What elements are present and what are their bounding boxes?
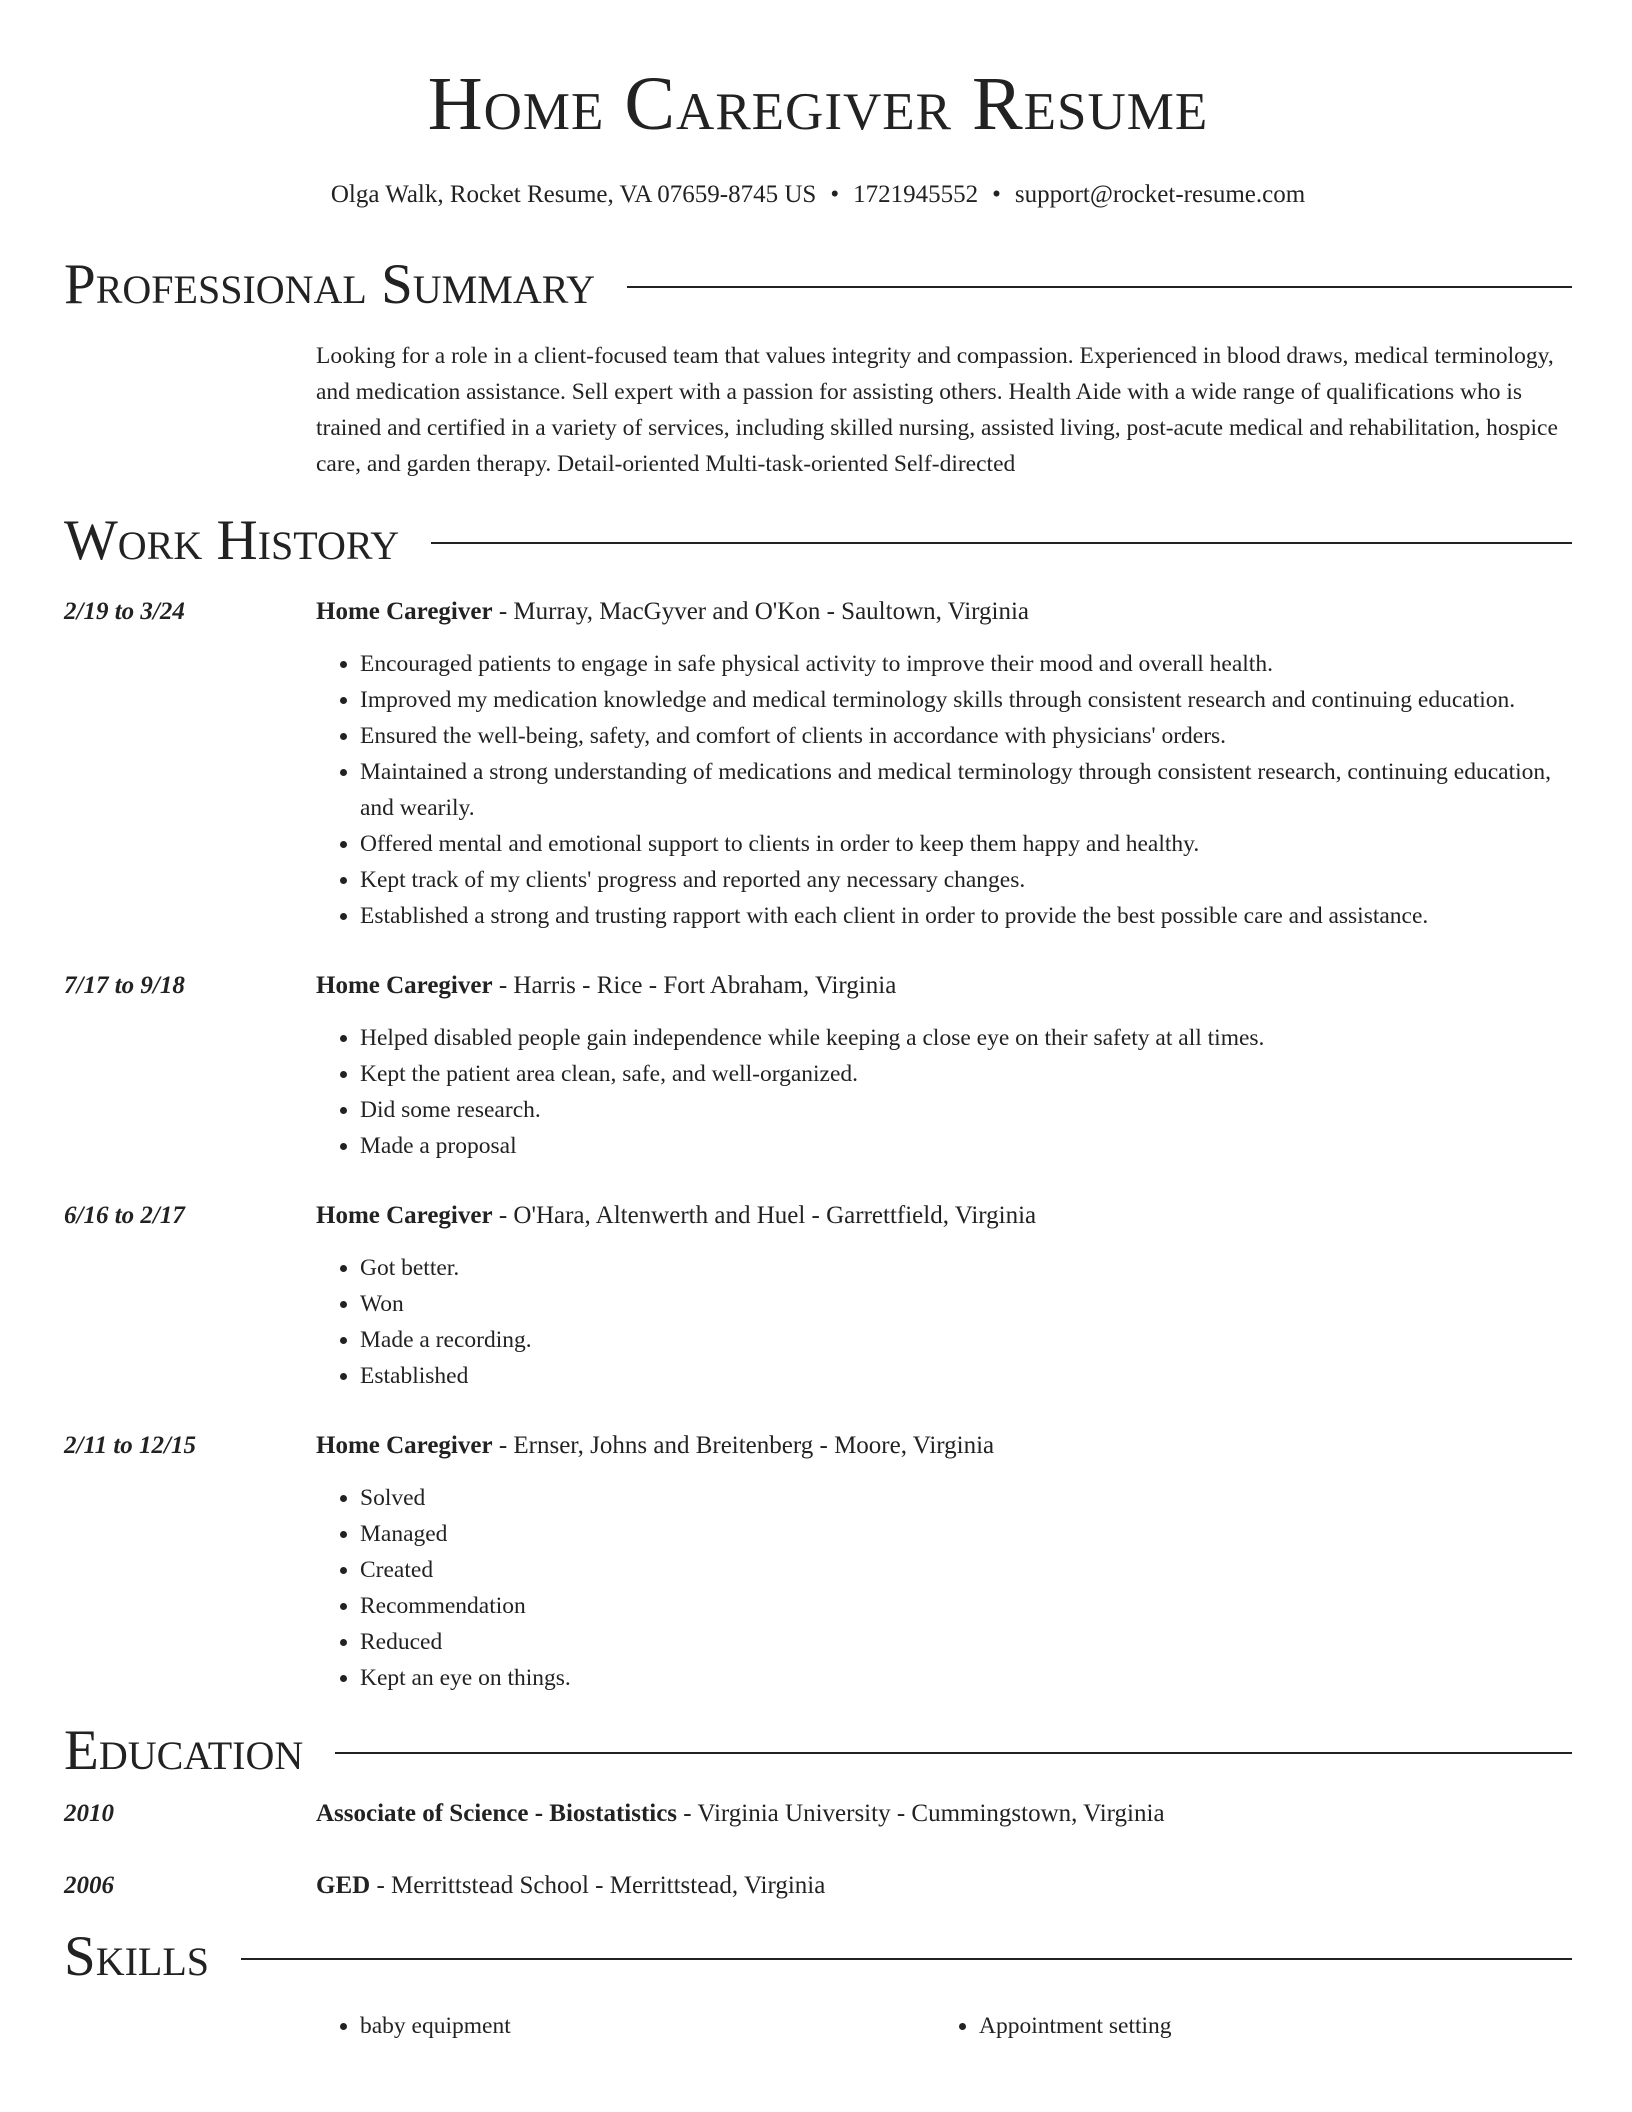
job-bullet-item: • Ensured the well-being, safety, and comfort of clients in accordance with physicians' orders. bbox=[360, 718, 1572, 754]
contact-email[interactable]: support@rocket-resume.com bbox=[1014, 181, 1306, 208]
job-bullet-item: • Got better. bbox=[360, 1250, 1572, 1286]
job-header-row bbox=[64, 1428, 1572, 1696]
work-heading: Work History bbox=[64, 509, 400, 572]
job-bullet-item: • Established a strong and trusting rapport with each client in order to provide the best possible care and assistance. bbox=[360, 898, 1572, 934]
summary-text: Looking for a role in a client-focused team that values integrity and compassion. Experienced in blood draws, medical terminology, and medication assistance. Sell expert with a passion for assisting others. Health Aide with a wide range of qualifications who is trained and certified in a variety of services, including skilled nursing, assisted living, post-acute medical and rehabilitation, hospice care, and garden therapy. Detail-oriented Multi-task-oriented Self-directed bbox=[316, 343, 1558, 477]
contact-separator: • bbox=[992, 181, 1001, 208]
job-bullet-item: • Kept track of my clients' progress and reported any necessary changes. bbox=[360, 862, 1572, 898]
skills-column-right bbox=[935, 2008, 1554, 2044]
skills-section-header bbox=[64, 1926, 1572, 1988]
job-bullet-item: • Managed bbox=[360, 1516, 1572, 1552]
education-details: - Virginia University - Cummingstown, Virginia bbox=[677, 1800, 1165, 1827]
work-history-list bbox=[64, 594, 1572, 1696]
job-bullet-item: • Did some research. bbox=[360, 1092, 1572, 1128]
skills-column-left bbox=[316, 2008, 935, 2044]
job-bullets bbox=[316, 646, 1572, 934]
job-bullet-item: • Made a proposal bbox=[360, 1128, 1572, 1164]
education-line bbox=[316, 1796, 1572, 1832]
skills-list-right bbox=[935, 2008, 1554, 2044]
education-year: 2006 bbox=[64, 1872, 114, 1899]
education-year: 2010 bbox=[64, 1800, 114, 1827]
education-details: - Merrittstead School - Merrittstead, Virginia bbox=[370, 1872, 826, 1899]
job-header-row bbox=[64, 594, 1572, 934]
job-bullet-item: • Established bbox=[360, 1358, 1572, 1394]
contact-line bbox=[64, 180, 1572, 210]
job-bullet-item: • Reduced bbox=[360, 1624, 1572, 1660]
section-divider bbox=[431, 542, 1572, 544]
education-line bbox=[316, 1868, 1572, 1904]
education-section-header bbox=[64, 1720, 1572, 1782]
work-section-header bbox=[64, 510, 1572, 572]
job-bullet-item: • Kept an eye on things. bbox=[360, 1660, 1572, 1696]
job-entry bbox=[64, 594, 1572, 934]
skill-item: • Appointment setting bbox=[979, 2008, 1554, 2044]
job-body bbox=[316, 594, 1572, 934]
job-bullet-item: • Offered mental and emotional support to clients in order to keep them happy and healthy. bbox=[360, 826, 1572, 862]
skills-heading: Skills bbox=[64, 1925, 210, 1988]
job-header-row bbox=[64, 968, 1572, 1164]
education-heading: Education bbox=[64, 1719, 304, 1782]
job-bullet-item: • Won bbox=[360, 1286, 1572, 1322]
job-title-line bbox=[316, 1198, 1572, 1234]
job-bullets bbox=[316, 1020, 1572, 1164]
education-entry bbox=[64, 1868, 1572, 1904]
job-entry bbox=[64, 968, 1572, 1164]
skill-item: • baby equipment bbox=[360, 2008, 935, 2044]
job-bullet-item: • Recommendation bbox=[360, 1588, 1572, 1624]
job-title: Home Caregiver bbox=[316, 1202, 493, 1229]
education-body bbox=[316, 1868, 1572, 1904]
resume-page bbox=[64, 0, 1572, 2044]
skills-list-left bbox=[316, 2008, 935, 2044]
job-details: - Murray, MacGyver and O'Kon - Saultown, Virginia bbox=[492, 598, 1030, 625]
job-body bbox=[316, 1428, 1572, 1696]
section-divider bbox=[627, 286, 1572, 288]
contact-separator: • bbox=[830, 181, 840, 208]
job-dates: 6/16 to 2/17 bbox=[64, 1202, 185, 1229]
job-bullets bbox=[316, 1250, 1572, 1394]
summary-section-header bbox=[64, 254, 1572, 316]
job-title: Home Caregiver bbox=[316, 1432, 493, 1459]
job-details: - Harris - Rice - Fort Abraham, Virginia bbox=[492, 972, 897, 999]
skills-grid bbox=[316, 2008, 1572, 2044]
job-dates: 2/19 to 3/24 bbox=[64, 598, 185, 625]
job-bullet-item: • Kept the patient area clean, safe, and well-organized. bbox=[360, 1056, 1572, 1092]
job-entry bbox=[64, 1428, 1572, 1696]
job-bullet-item: • Improved my medication knowledge and medical terminology skills through consistent research and continuing education. bbox=[360, 682, 1572, 718]
job-bullet-item: • Encouraged patients to engage in safe physical activity to improve their mood and overall health. bbox=[360, 646, 1572, 682]
section-divider bbox=[241, 1958, 1572, 1960]
job-dates: 7/17 to 9/18 bbox=[64, 972, 185, 999]
job-dates: 2/11 to 12/15 bbox=[64, 1432, 196, 1459]
section-divider bbox=[335, 1752, 1572, 1754]
job-body bbox=[316, 1198, 1572, 1394]
contact-phone: 1721945552 bbox=[853, 181, 979, 208]
job-title-line bbox=[316, 594, 1572, 630]
job-body bbox=[316, 968, 1572, 1164]
job-bullet-item: • Solved bbox=[360, 1480, 1572, 1516]
summary-heading: Professional Summary bbox=[64, 253, 596, 316]
education-list bbox=[64, 1796, 1572, 1904]
job-details: - O'Hara, Altenwerth and Huel - Garrettfield, Virginia bbox=[492, 1202, 1037, 1229]
page-title: Home Caregiver Resume bbox=[427, 62, 1209, 146]
job-bullet-item: • Helped disabled people gain independence while keeping a close eye on their safety at all times. bbox=[360, 1020, 1572, 1056]
education-degree: GED bbox=[316, 1872, 371, 1899]
job-details: - Ernser, Johns and Breitenberg - Moore, Virginia bbox=[492, 1432, 995, 1459]
job-title-line bbox=[316, 1428, 1572, 1464]
job-title-line bbox=[316, 968, 1572, 1004]
job-bullet-item: • Maintained a strong understanding of medications and medical terminology through consistent research, continuing education, and wearily. bbox=[360, 754, 1572, 826]
education-entry bbox=[64, 1796, 1572, 1832]
job-bullet-item: • Made a recording. bbox=[360, 1322, 1572, 1358]
job-entry bbox=[64, 1198, 1572, 1394]
job-title: Home Caregiver bbox=[316, 972, 493, 999]
job-title: Home Caregiver bbox=[316, 598, 493, 625]
education-degree: Associate of Science - Biostatistics bbox=[316, 1800, 678, 1827]
job-bullets bbox=[316, 1480, 1572, 1696]
contact-address: Olga Walk, Rocket Resume, VA 07659-8745 US bbox=[330, 181, 817, 208]
education-body bbox=[316, 1796, 1572, 1832]
job-header-row bbox=[64, 1198, 1572, 1394]
job-bullet-item: • Created bbox=[360, 1552, 1572, 1588]
